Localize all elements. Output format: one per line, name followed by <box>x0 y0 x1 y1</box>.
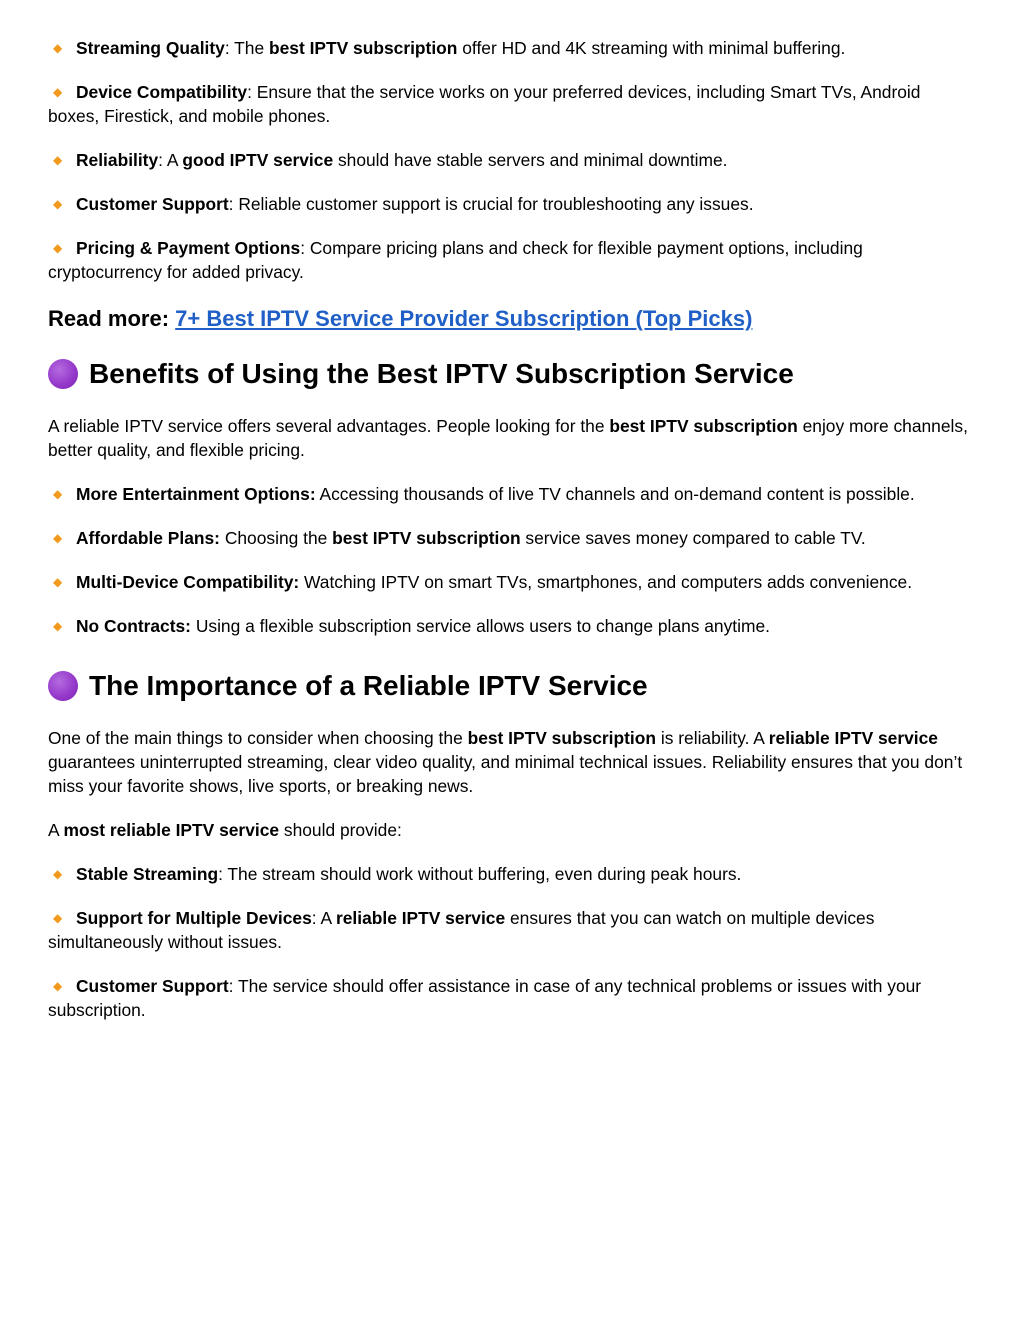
section-heading-importance: The Importance of a Reliable IPTV Service <box>48 668 976 704</box>
list-item: ◆ Streaming Quality: The best IPTV subscription offer HD and 4K streaming with minimal buffering. <box>48 36 976 60</box>
list-item: ◆ Device Compatibility: Ensure that the service works on your preferred devices, including Smart TVs, Android boxes, Firestick, and mobile phones. <box>48 82 921 126</box>
list-item: ◆ More Entertainment Options: Accessing thousands of live TV channels and on-demand content is possible. <box>48 482 976 506</box>
list-item: ◆ Customer Support: The service should offer assistance in case of any technical problems or issues with your subscription. <box>48 976 922 1020</box>
list-item: ◆ Support for Multiple Devices: A reliable IPTV service ensures that you can watch on multiple devices simultaneously without issues. <box>48 908 875 952</box>
list-item: ◆ Affordable Plans: Choosing the best IPTV subscription service saves money compared to cable TV. <box>48 526 976 550</box>
diamond-bullet-icon: ◆ <box>53 241 63 255</box>
paragraph: A most reliable IPTV service should provide: <box>48 820 402 840</box>
list-item: ◆ Customer Support: Reliable customer support is crucial for troubleshooting any issues. <box>48 192 976 216</box>
read-more <box>48 304 976 334</box>
diamond-bullet-icon: ◆ <box>53 153 63 167</box>
diamond-bullet-icon: ◆ <box>53 197 63 211</box>
diamond-bullet-icon: ◆ <box>53 85 63 99</box>
diamond-bullet-icon: ◆ <box>53 575 63 589</box>
diamond-bullet-icon: ◆ <box>53 867 63 881</box>
diamond-bullet-icon: ◆ <box>53 41 63 55</box>
paragraph: A reliable IPTV service offers several advantages. People looking for the best IPTV subscription enjoy more channels, better quality, and flexible pricing. <box>48 416 968 460</box>
list-item: ◆ Stable Streaming: The stream should work without buffering, even during peak hours. <box>48 862 976 886</box>
diamond-bullet-icon: ◆ <box>53 619 63 633</box>
section-heading-benefits: Benefits of Using the Best IPTV Subscription Service <box>48 356 976 392</box>
purple-circle-icon <box>48 359 78 389</box>
purple-circle-icon <box>48 671 78 701</box>
paragraph: One of the main things to consider when choosing the best IPTV subscription is reliability. A reliable IPTV service guarantees uninterrupted streaming, clear video quality, and minimal technical issues. Reliability ensures that you don’t miss your favorite shows, live sports, or breaking news. <box>48 728 963 796</box>
read-more-link[interactable]: 7+ Best IPTV Service Provider Subscription (Top Picks) <box>175 306 753 331</box>
list-item: ◆ Pricing & Payment Options: Compare pricing plans and check for flexible payment options, including cryptocurrency for added privacy. <box>48 238 863 282</box>
list-item: ◆ Multi-Device Compatibility: Watching IPTV on smart TVs, smartphones, and computers adds convenience. <box>48 570 976 594</box>
list-item: ◆ Reliability: A good IPTV service should have stable servers and minimal downtime. <box>48 148 976 172</box>
diamond-bullet-icon: ◆ <box>53 531 63 545</box>
diamond-bullet-icon: ◆ <box>53 979 63 993</box>
diamond-bullet-icon: ◆ <box>53 911 63 925</box>
diamond-bullet-icon: ◆ <box>53 487 63 501</box>
list-item: ◆ No Contracts: Using a flexible subscription service allows users to change plans anytime. <box>48 614 976 638</box>
read-more-label: Read more: <box>48 306 176 331</box>
